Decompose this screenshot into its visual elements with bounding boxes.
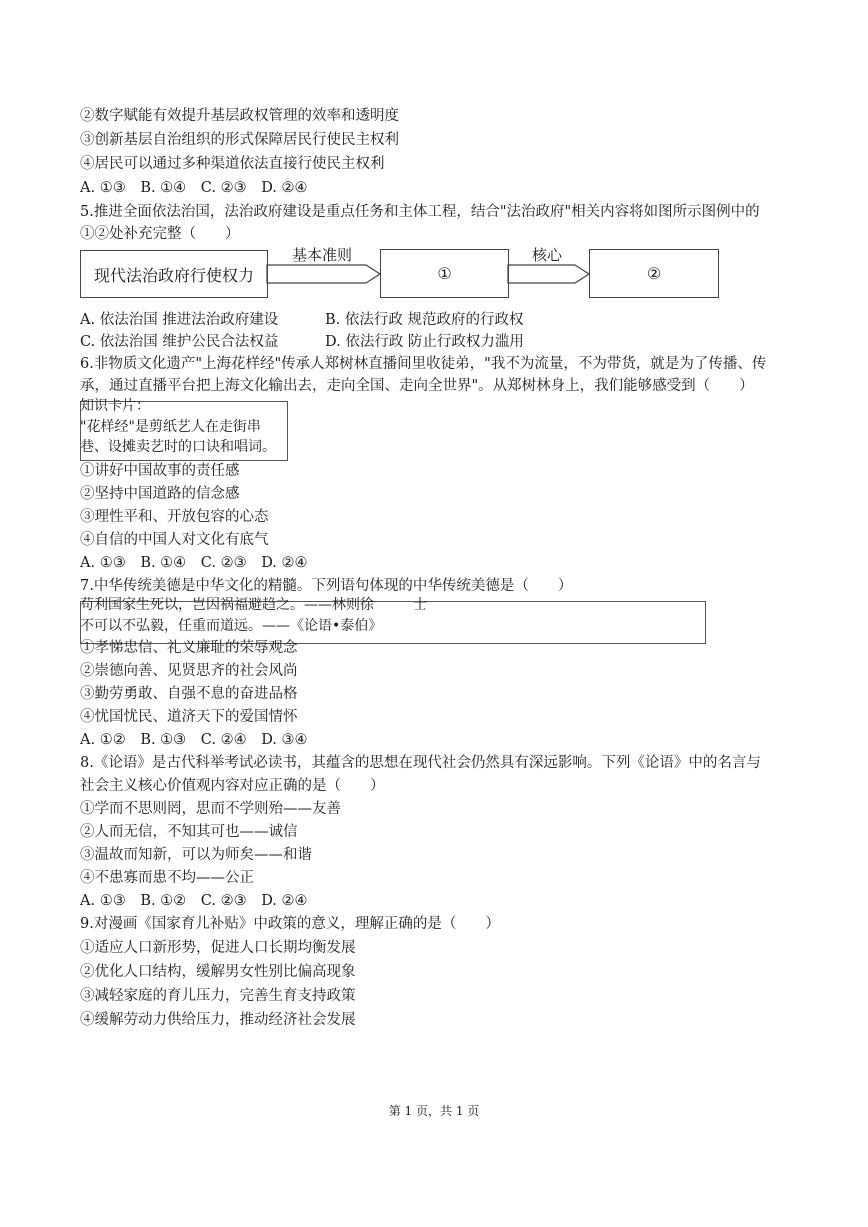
q9-item-3: ③减轻家庭的育儿压力，完善生育支持政策 [80, 988, 356, 1004]
q4-item-3: ③创新基层自治组织的形式保障居民行使民主权利 [80, 132, 399, 148]
q6-option-b: B. ①④ [140, 555, 187, 571]
q4-option-d: D. ②④ [261, 180, 308, 196]
q8-stem-line2: 社会主义核心价值观内容对应正确的是（ ） [80, 778, 385, 794]
q5-option-c: C. 依法治国 维护公民合法权益 [80, 334, 279, 350]
q6-option-d: D. ②④ [261, 555, 308, 571]
q7-item-1: ①孝悌忠信、礼义廉耻的荣辱观念 [80, 640, 298, 656]
q8-option-b: B. ①② [140, 893, 187, 909]
knowledge-card-line2: 巷、设摊卖艺时的口诀和唱词。 [80, 439, 276, 455]
q6-options [80, 553, 318, 573]
diagram-arrow-1 [266, 262, 382, 286]
q4-item-4: ④居民可以通过多种渠道依法直接行使民主权利 [80, 156, 385, 172]
q6-option-c: C. ②③ [200, 555, 247, 571]
q8-options [80, 891, 318, 911]
q8-item-4: ④不患寡而患不均——公正 [80, 870, 254, 886]
diagram-box-2: ② [589, 249, 719, 298]
q7-option-a: A. ①② [80, 732, 126, 748]
q5-option-b: B. 依法行政 规范政府的行政权 [325, 312, 524, 328]
q5-stem-line2: ①②处补充完整（ ） [80, 226, 240, 242]
quote-line1-mark: 士 [413, 597, 427, 613]
q6-stem-line2: 承，通过直播平台把上海文化输出去，走向全国、走向全世界"。从郑树林身上，我们能够感受到（ ） [80, 378, 754, 394]
diagram-arrow-2 [507, 262, 591, 286]
q4-item-2: ②数字赋能有效提升基层政权管理的效率和透明度 [80, 108, 399, 124]
q8-option-a: A. ①③ [80, 893, 126, 909]
q7-options [80, 730, 318, 750]
q5-option-a: A. 依法治国 推进法治政府建设 [80, 312, 279, 328]
q9-item-1: ①适应人口新形势，促进人口长期均衡发展 [80, 940, 356, 956]
diagram-box-government: 现代法治政府行使权力 [80, 250, 268, 298]
q7-item-3: ③勤劳勇敢、自强不息的奋进品格 [80, 686, 298, 702]
q7-option-c: C. ②④ [200, 732, 247, 748]
q9-item-2: ②优化人口结构，缓解男女性别比偏高现象 [80, 964, 356, 980]
q7-stem: 7.中华传统美德是中华文化的精髓。下列语句体现的中华传统美德是（ ） [80, 578, 573, 594]
diagram-arrow-2-label: 核心 [531, 246, 562, 264]
q7-item-2: ②崇德向善、见贤思齐的社会风尚 [80, 663, 298, 679]
q8-item-1: ①学而不思则罔，思而不学则殆——友善 [80, 801, 341, 817]
q6-item-2: ②坚持中国道路的信念感 [80, 486, 240, 502]
q6-stem-line1: 6.非物质文化遗产"上海花样经"传承人郑树林直播间里收徒弟，"我不为流量，不为带货，就是为了传播、传 [80, 356, 767, 372]
q8-stem-line1: 8.《论语》是古代科举考试必读书，其蕴含的思想在现代社会仍然具有深远影响。下列《论语》中的名言与 [80, 755, 761, 771]
q8-option-d: D. ②④ [261, 893, 308, 909]
quote-line2: 不可以不弘毅，任重而道远。——《论语•泰伯》 [80, 618, 383, 634]
q8-item-2: ②人而无信，不知其可也——诚信 [80, 824, 298, 840]
q4-option-c: C. ②③ [200, 180, 247, 196]
knowledge-card-line1: "花样经"是剪纸艺人在走街串 [80, 419, 261, 435]
q4-option-b: B. ①④ [140, 180, 187, 196]
q7-option-d: D. ③④ [261, 732, 308, 748]
q7-item-4: ④忧国忧民、道济天下的爱国情怀 [80, 709, 298, 725]
q8-item-3: ③温故而知新，可以为师矣——和谐 [80, 847, 312, 863]
page-footer: 第 1 页，共 1 页 [388, 1104, 480, 1118]
quote-line1: 苟利国家生死以，岂因祸福避趋之。——林则徐 [80, 597, 374, 613]
q4-option-a: A. ①③ [80, 180, 126, 196]
q5-stem-line1: 5.推进全面依法治国，法治政府建设是重点任务和主体工程，结合"法治政府"相关内容将如图所示图例中的 [80, 204, 760, 220]
q9-item-4: ④缓解劳动力供给压力，推动经济社会发展 [80, 1012, 356, 1028]
q4-options [80, 178, 318, 198]
q6-item-1: ①讲好中国故事的责任感 [80, 463, 240, 479]
q9-stem: 9.对漫画《国家育儿补贴》中政策的意义，理解正确的是（ ） [80, 916, 500, 932]
diagram-arrow-1-label: 基本准则 [291, 246, 352, 264]
q6-item-4: ④自信的中国人对文化有底气 [80, 532, 269, 548]
diagram-box-1: ① [380, 249, 509, 298]
q5-option-d: D. 依法行政 防止行政权力滥用 [325, 334, 524, 350]
q6-item-3: ③理性平和、开放包容的心态 [80, 509, 269, 525]
knowledge-card-title: 知识卡片： [80, 398, 150, 414]
q6-option-a: A. ①③ [80, 555, 126, 571]
q8-option-c: C. ②③ [200, 893, 247, 909]
q7-option-b: B. ①③ [140, 732, 187, 748]
